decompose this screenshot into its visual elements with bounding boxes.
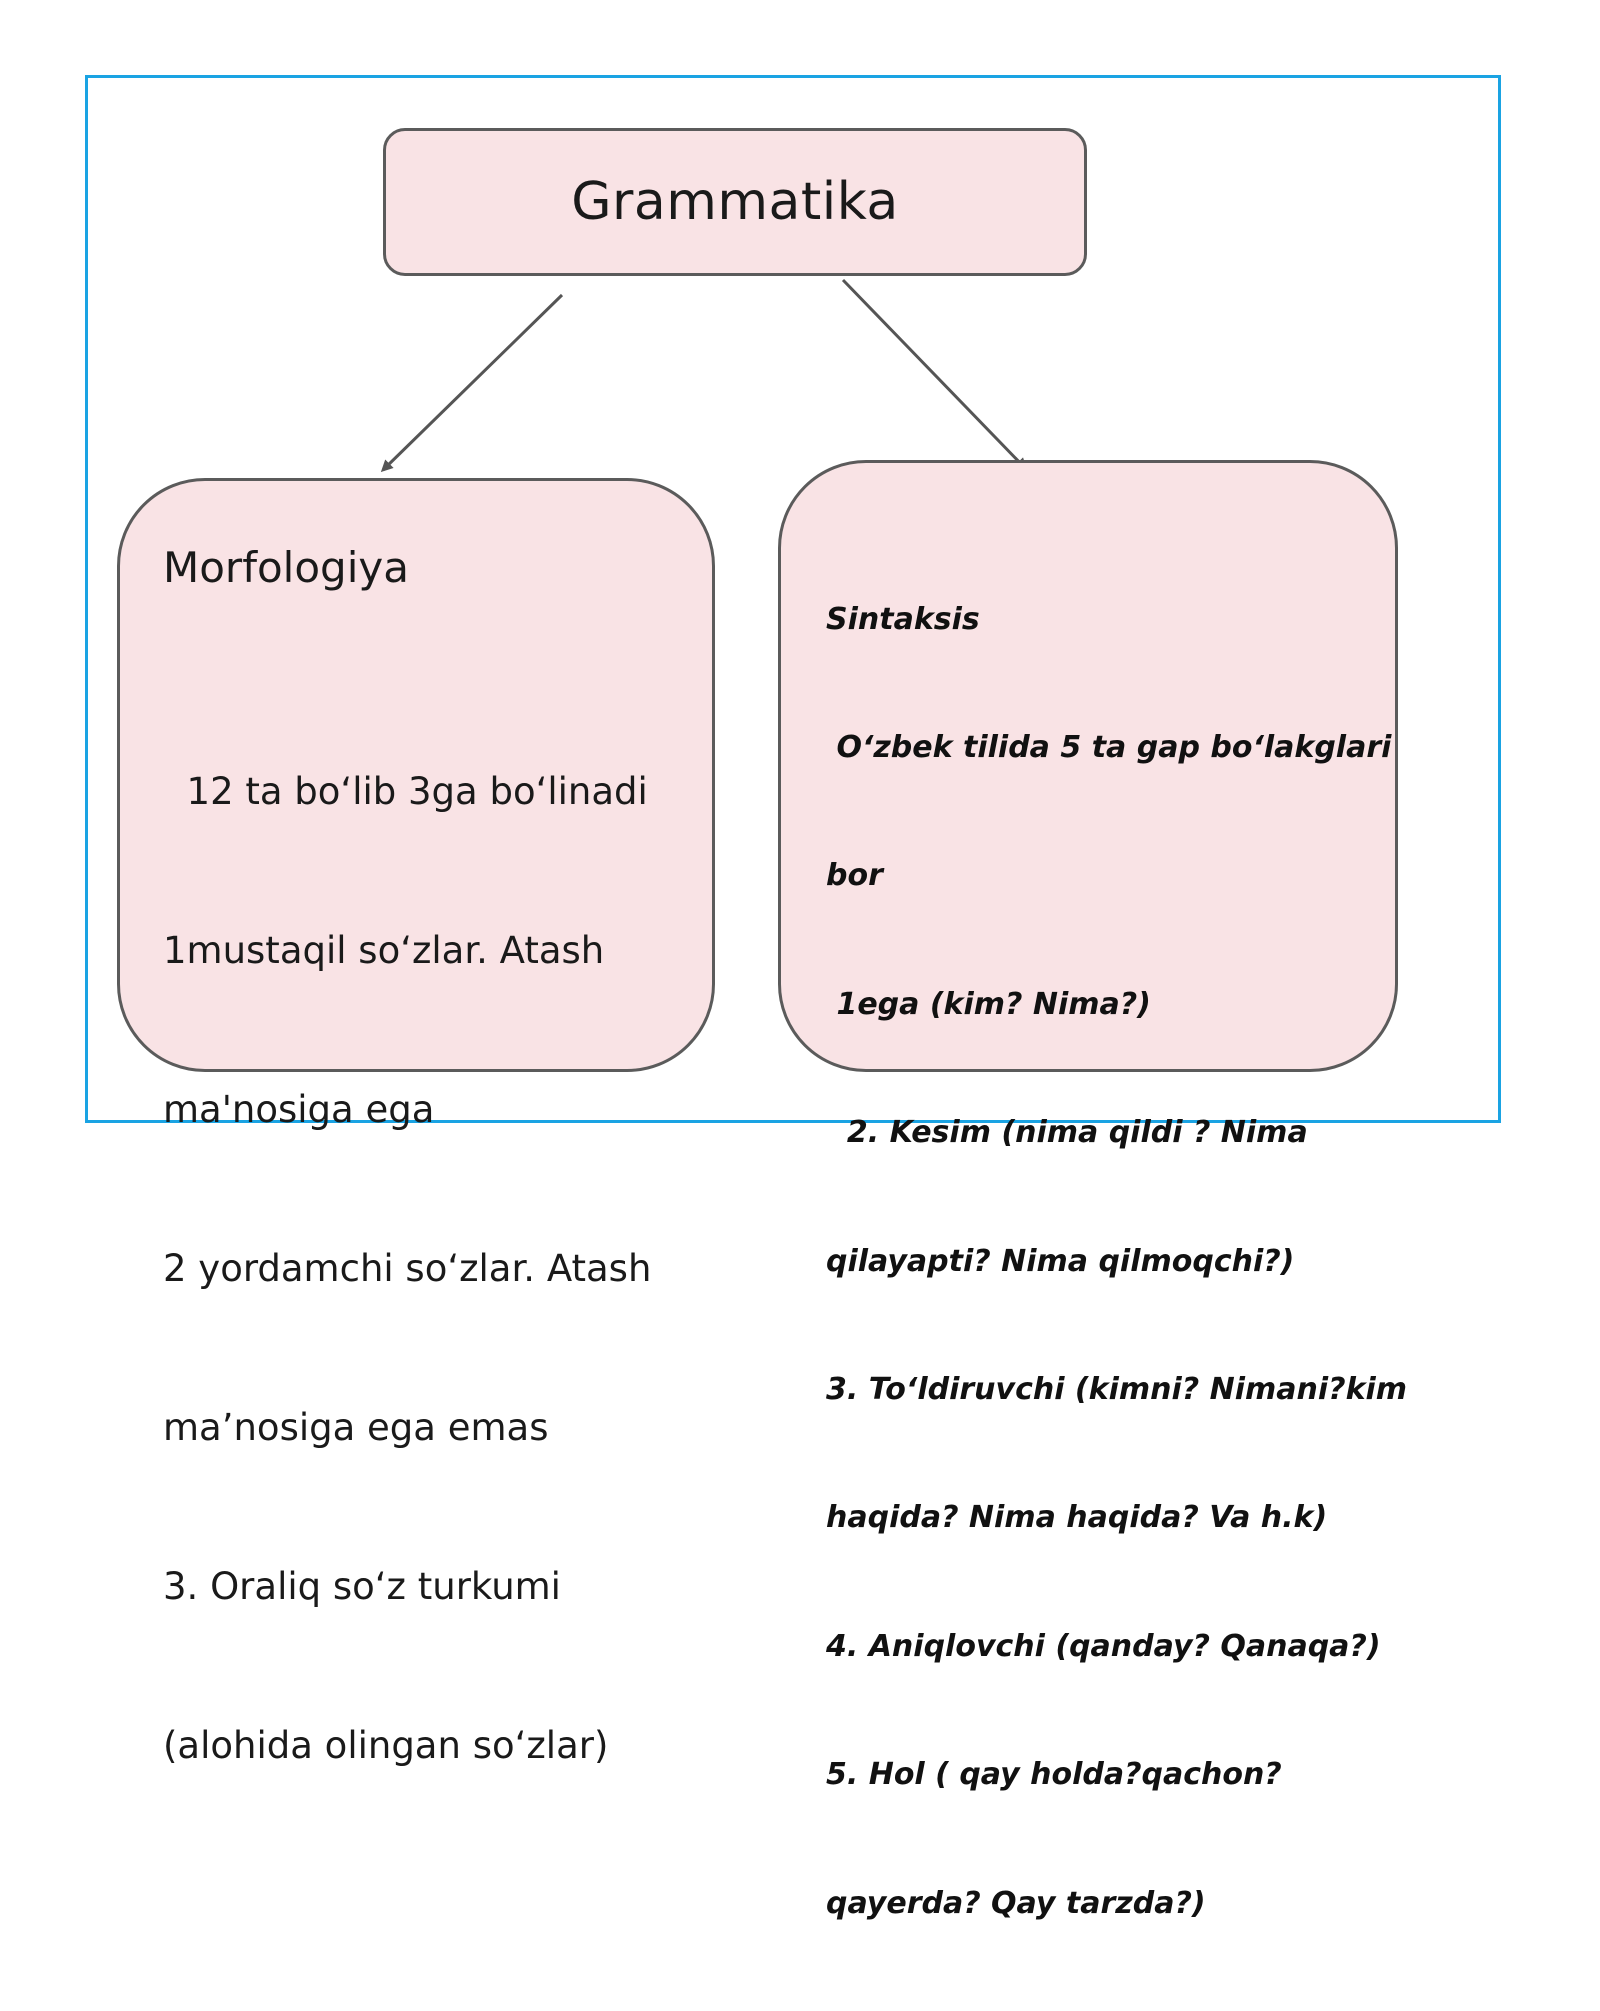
sintaksis-node (778, 460, 1408, 1921)
morfologiya-line: 12 ta bo‘lib 3ga bo‘linadi (163, 770, 648, 813)
sintaksis-line: O‘zbek tilida 5 ta gap bo‘lakglari (826, 729, 1392, 765)
sintaksis-line: 3. To‘ldiruvchi (kimni? Nimani?kim (826, 1371, 1408, 1407)
grammatika-node (383, 128, 1087, 276)
sintaksis-line: haqida? Nima haqida? Va h.k) (826, 1500, 1328, 1536)
morfologiya-line: 1mustaqil so‘zlar. Atash (163, 929, 605, 972)
sintaksis-text (826, 513, 1407, 2011)
sintaksis-line: Sintaksis (826, 601, 980, 637)
morfologiya-line: 3. Oraliq so‘z turkumi (163, 1565, 561, 1608)
morfologiya-line: ma'nosiga ega (163, 1088, 435, 1131)
sintaksis-line: 5. Hol ( qay holda?qachon? (826, 1757, 1282, 1793)
morfologiya-text (163, 659, 651, 1878)
sintaksis-line: qilayapti? Nima qilmoqchi?) (826, 1243, 1295, 1279)
sintaksis-line: bor (826, 858, 883, 894)
grammatika-label: Grammatika (571, 172, 899, 232)
sintaksis-line: 4. Aniqlovchi (qanday? Qanaqa?) (826, 1628, 1381, 1664)
morfologiya-heading: Morfologiya (163, 543, 409, 592)
sintaksis-line: 2. Kesim (nima qildi ? Nima (826, 1115, 1308, 1151)
morfologiya-line: ma’nosiga ega emas (163, 1406, 549, 1449)
morfologiya-line: 2 yordamchi so‘zlar. Atash (163, 1247, 652, 1290)
sintaksis-line: 1ega (kim? Nima?) (826, 986, 1151, 1022)
sintaksis-line: qayerda? Qay tarzda?) (826, 1885, 1206, 1921)
morfologiya-node (117, 478, 715, 1767)
morfologiya-line: (alohida olingan so‘zlar) (163, 1724, 609, 1767)
